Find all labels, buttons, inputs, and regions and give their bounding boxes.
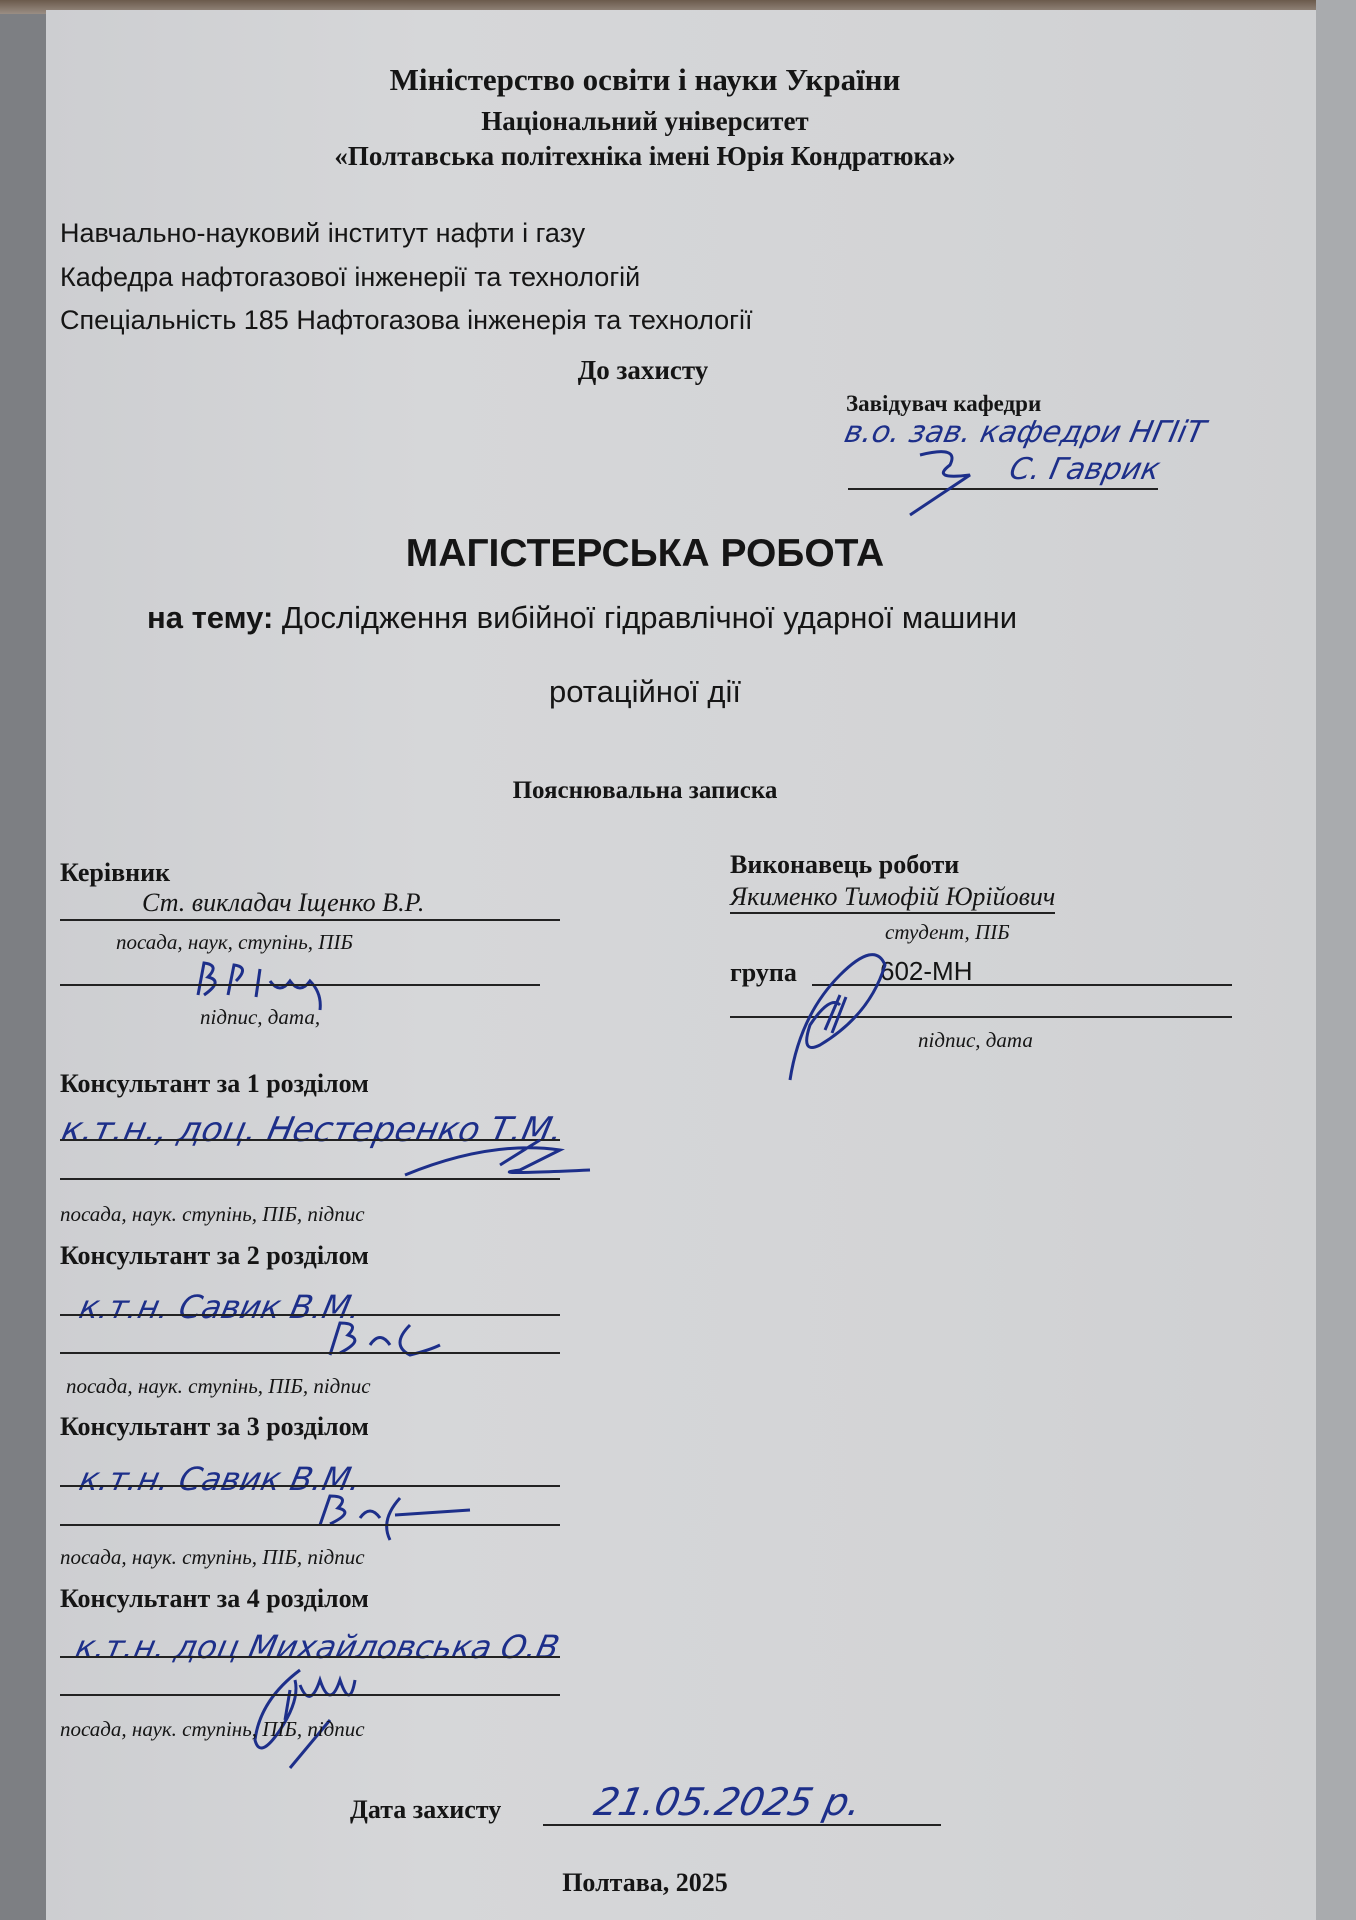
executor-value: Якименко Тимофій Юрійович: [730, 882, 1055, 914]
work-type-title: МАГІСТЕРСЬКА РОБОТА: [405, 532, 885, 575]
consultant-3-handwritten: к.т.н. Савик В.М.: [75, 1460, 365, 1498]
consultant-4-line-2: [60, 1694, 560, 1696]
consultant-4-signature-icon: [240, 1660, 390, 1770]
supervisor-label: Керівник: [60, 858, 171, 887]
supervisor-value: Ст. викладач Іщенко В.Р.: [142, 888, 425, 917]
consultant-2-line-2: [60, 1352, 560, 1354]
photo-background-right: [1316, 0, 1356, 1920]
supervisor-signature-caption: підпис, дата,: [200, 1005, 321, 1029]
consultant-4-line-1: [60, 1656, 560, 1658]
consultant-1-caption: посада, наук. ступінь, ПІБ, підпис: [60, 1202, 365, 1226]
executor-label: Виконавець роботи: [730, 850, 960, 879]
defense-date-handwritten: 21.05.2025 р.: [590, 1780, 866, 1824]
head-of-department-label: Завідувач кафедри: [846, 391, 1042, 416]
ministry-heading: Міністерство освіти і науки України: [389, 62, 901, 97]
consultant-3-signature-icon: [310, 1490, 480, 1545]
consultant-4-handwritten: к.т.н. доц Михайловська О.В: [71, 1628, 563, 1666]
department-name: Кафедра нафтогазової інженерії та технологій: [60, 262, 641, 292]
executor-signature-caption: підпис, дата: [918, 1028, 1033, 1052]
consultant-2-handwritten: к.т.н. Савик В.М.: [75, 1288, 365, 1326]
consultant-2-caption: посада, наук. ступінь, ПІБ, підпис: [66, 1374, 371, 1398]
consultant-4-caption: посада, наук. ступінь, ПІБ, підпис: [60, 1717, 365, 1741]
consultant-3-line-1: [60, 1485, 560, 1487]
institute-name: Навчально-науковий інститут нафти і газу: [60, 218, 586, 248]
group-label: група: [730, 958, 797, 987]
supervisor-line: [60, 919, 560, 921]
executor-signature-icon: [780, 935, 910, 1085]
consultant-1-label: Консультант за 1 розділом: [60, 1069, 369, 1098]
consultant-3-caption: посада, наук. ступінь, ПІБ, підпис: [60, 1545, 365, 1569]
university-heading-1: Національний університет: [481, 106, 809, 136]
topic-line-1: [147, 600, 1017, 636]
head-handwritten-position: в.о. зав. кафедри НГІіТ: [841, 415, 1209, 450]
consultant-2-label: Консультант за 2 розділом: [60, 1241, 369, 1270]
defense-date-label: Дата захисту: [350, 1795, 502, 1824]
executor-caption: студент, ПІБ: [885, 920, 1010, 944]
topic-label: на тему:: [147, 600, 274, 635]
specialty-name: Спеціальність 185 Нафтогазова інженерія та технології: [60, 305, 753, 335]
consultant-2-line-1: [60, 1314, 560, 1316]
supervisor-caption: посада, наук, ступінь, ПІБ: [116, 930, 353, 954]
head-signature-icon: [900, 445, 1010, 520]
university-heading-2: «Полтавська політехніка імені Юрія Кондратюка»: [334, 141, 956, 171]
subtitle: Пояснювальна записка: [512, 777, 778, 804]
head-handwritten-name: С. Гаврик: [1006, 452, 1164, 487]
defense-date-line: [543, 1824, 941, 1826]
city-year: Полтава, 2025: [562, 1868, 728, 1897]
consultant-1-handwritten: к.т.н., доц. Нестеренко Т.М.: [57, 1110, 567, 1150]
consultant-4-label: Консультант за 4 розділом: [60, 1584, 369, 1613]
topic-line-2: ротаційної дії: [548, 674, 742, 709]
to-defense-label: До захисту: [577, 355, 709, 385]
supervisor-signature-line: [60, 984, 540, 986]
group-value: 602-МН: [880, 956, 973, 986]
consultant-1-signature-icon: [400, 1130, 610, 1180]
topic-text-1: Дослідження вибійної гідравлічної ударної машини: [281, 600, 1018, 635]
consultant-3-line-2: [60, 1524, 560, 1526]
consultant-3-label: Консультант за 3 розділом: [60, 1412, 369, 1441]
consultant-1-line-2: [60, 1178, 560, 1180]
